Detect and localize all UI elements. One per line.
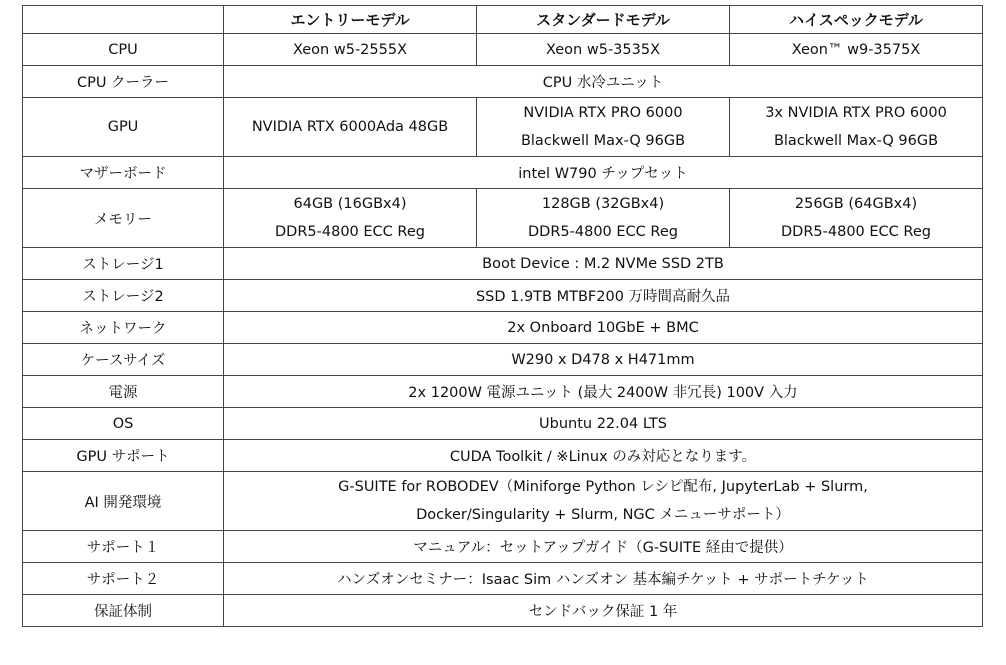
table-row-os: [23, 408, 983, 440]
memory-entry: [224, 189, 477, 248]
gpu-standard: [477, 98, 730, 157]
table-row-warranty: [23, 595, 983, 627]
table-row-ai-env: [23, 472, 983, 531]
memory-high-line2: DDR5-4800 ECC Reg: [781, 224, 931, 240]
cpu-high: Xeon™ w9-3575X: [730, 34, 983, 66]
table-row-memory: [23, 189, 983, 248]
cpu-standard: Xeon w5-3535X: [477, 34, 730, 66]
row-label-support2: サポート２: [23, 563, 224, 595]
support2-value: ハンズオンセミナー：Isaac Sim ハンズオン 基本編チケット + サポートチケット: [224, 563, 983, 595]
support1-value: マニュアル：セットアップガイド（G-SUITE 経由で提供）: [224, 531, 983, 563]
memory-standard-line2: DDR5-4800 ECC Reg: [528, 224, 678, 240]
header-corner: [23, 6, 224, 34]
row-label-motherboard: マザーボード: [23, 157, 224, 189]
row-label-support1: サポート１: [23, 531, 224, 563]
table-row-storage2: [23, 280, 983, 312]
memory-entry-line2: DDR5-4800 ECC Reg: [275, 224, 425, 240]
cpu-entry: Xeon w5-2555X: [224, 34, 477, 66]
row-label-network: ネットワーク: [23, 312, 224, 344]
storage2-value: SSD 1.9TB MTBF200 万時間高耐久品: [224, 280, 983, 312]
row-label-cooler: CPU クーラー: [23, 66, 224, 98]
table-row-network: [23, 312, 983, 344]
table-row-power: [23, 376, 983, 408]
motherboard-value: intel W790 チップセット: [224, 157, 983, 189]
row-label-storage1: ストレージ1: [23, 248, 224, 280]
ai-env-line2: Docker/Singularity + Slurm, NGC メニューサポート）: [416, 507, 790, 523]
table-row-case: [23, 344, 983, 376]
warranty-value: センドバック保証 1 年: [224, 595, 983, 627]
memory-entry-line1: 64GB (16GBx4): [293, 196, 407, 212]
table-row-support1: [23, 531, 983, 563]
table-row-cooler: [23, 66, 983, 98]
header-entry-model: エントリーモデル: [224, 6, 477, 34]
row-label-warranty: 保証体制: [23, 595, 224, 627]
row-label-ai-env: AI 開発環境: [23, 472, 224, 531]
gpu-entry: NVIDIA RTX 6000Ada 48GB: [224, 98, 477, 157]
ai-env-line1: G-SUITE for ROBODEV（Miniforge Python レシピ配布, JupyterLab + Slurm,: [338, 479, 868, 495]
gpu-high-line1: 3x NVIDIA RTX PRO 6000: [765, 105, 947, 121]
os-value: Ubuntu 22.04 LTS: [224, 408, 983, 440]
gpu-support-value: CUDA Toolkit / ※Linux のみ対応となります。: [224, 440, 983, 472]
gpu-standard-line1: NVIDIA RTX PRO 6000: [523, 105, 683, 121]
case-value: W290 x D478 x H471mm: [224, 344, 983, 376]
header-row: [23, 6, 983, 34]
memory-high-line1: 256GB (64GBx4): [794, 196, 918, 212]
gpu-standard-line2: Blackwell Max-Q 96GB: [520, 133, 686, 149]
cooler-value: CPU 水冷ユニット: [224, 66, 983, 98]
row-label-cpu: CPU: [23, 34, 224, 66]
row-label-gpu-support: GPU サポート: [23, 440, 224, 472]
ai-env-value: [224, 472, 983, 531]
network-value: 2x Onboard 10GbE + BMC: [224, 312, 983, 344]
row-label-os: OS: [23, 408, 224, 440]
row-label-power: 電源: [23, 376, 224, 408]
table-row-cpu: [23, 34, 983, 66]
row-label-storage2: ストレージ2: [23, 280, 224, 312]
table-row-storage1: [23, 248, 983, 280]
row-label-memory: メモリー: [23, 189, 224, 248]
row-label-case: ケースサイズ: [23, 344, 224, 376]
memory-standard-line1: 128GB (32GBx4): [541, 196, 665, 212]
row-label-gpu: GPU: [23, 98, 224, 157]
table-row-motherboard: [23, 157, 983, 189]
power-value: 2x 1200W 電源ユニット (最大 2400W 非冗長) 100V 入力: [224, 376, 983, 408]
gpu-high-line2: Blackwell Max-Q 96GB: [773, 133, 939, 149]
header-high-spec-model: ハイスペックモデル: [730, 6, 983, 34]
table-row-support2: [23, 563, 983, 595]
storage1-value: Boot Device : M.2 NVMe SSD 2TB: [224, 248, 983, 280]
spec-table: [22, 5, 983, 627]
gpu-high: [730, 98, 983, 157]
table-row-gpu-support: [23, 440, 983, 472]
memory-high: [730, 189, 983, 248]
table-row-gpu: [23, 98, 983, 157]
header-standard-model: スタンダードモデル: [477, 6, 730, 34]
memory-standard: [477, 189, 730, 248]
